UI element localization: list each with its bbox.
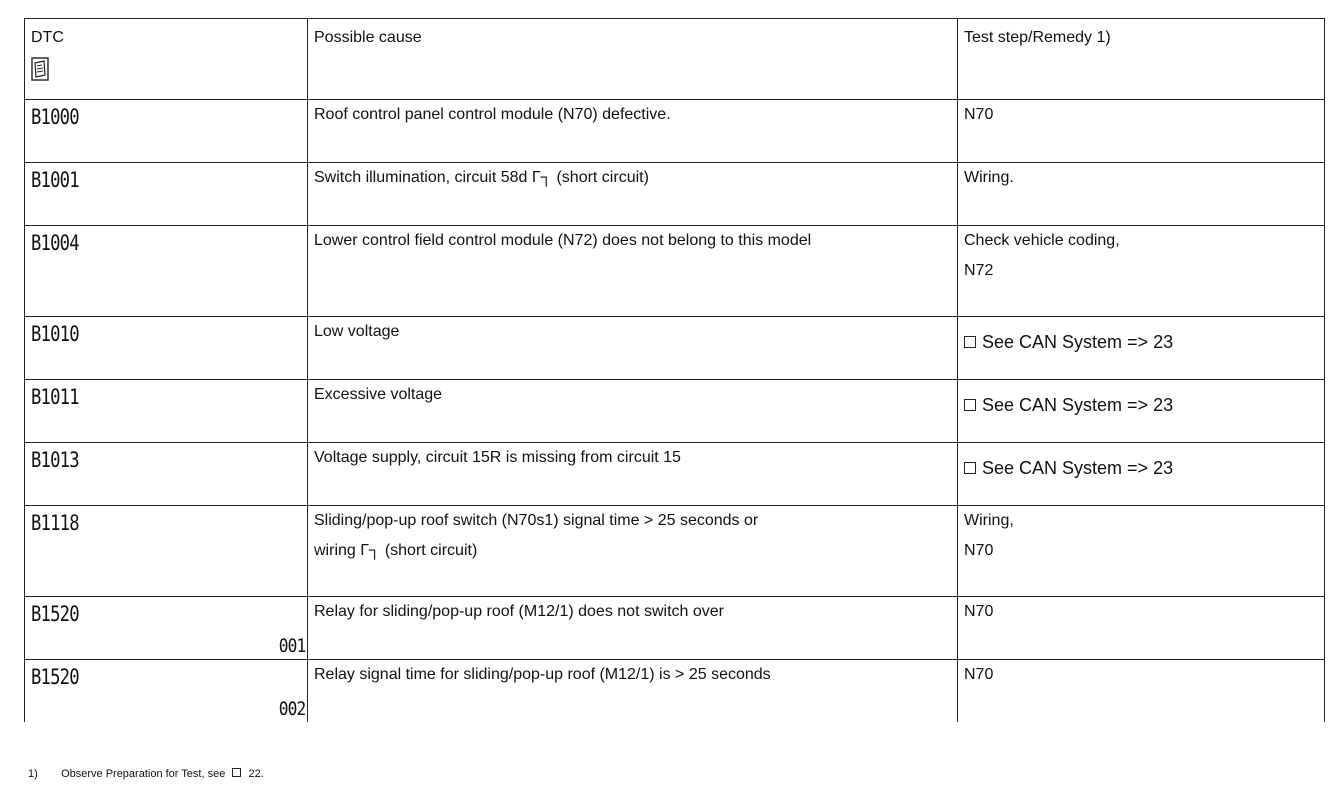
possible-cause-cell	[308, 597, 958, 660]
remedy-text-line	[964, 163, 1318, 193]
header-dtc-label: DTC	[31, 29, 64, 46]
table-row	[25, 317, 1325, 380]
see-can-system-link[interactable]	[964, 380, 1318, 420]
remedy-text: Check vehicle coding,	[964, 232, 1120, 249]
possible-cause-cell	[308, 163, 958, 226]
reference-box-icon	[964, 336, 976, 348]
remedy-text-line	[964, 506, 1318, 536]
possible-cause-cell	[308, 660, 958, 723]
header-dtc	[25, 19, 308, 100]
possible-cause-cell	[308, 380, 958, 443]
remedy-cell	[958, 226, 1325, 317]
footnote-ref: 22.	[248, 768, 264, 780]
possible-cause-text: Roof control panel control module (N70) defective.	[314, 106, 671, 123]
remedy-cell	[958, 506, 1325, 597]
remedy-text: N70	[964, 542, 994, 559]
dtc-code: B1118	[31, 511, 79, 535]
remedy-text-line	[964, 256, 1318, 286]
dtc-code: B1001	[31, 168, 79, 192]
dtc-code: B1000	[31, 105, 79, 129]
table-row	[25, 163, 1325, 226]
possible-cause-text: Excessive voltage	[314, 386, 443, 403]
table-row	[25, 380, 1325, 443]
table-row	[25, 100, 1325, 163]
dtc-code: B1010	[31, 322, 79, 346]
remedy-text: Wiring,	[964, 512, 1014, 529]
remedy-text: N70	[964, 603, 994, 620]
remedy-text: N70	[964, 666, 994, 683]
dtc-code: B1520	[31, 602, 79, 626]
remedy-cell[interactable]	[958, 443, 1325, 506]
remedy-cell[interactable]	[958, 380, 1325, 443]
dtc-code-cell	[25, 443, 308, 506]
header-remedy: Test step/Remedy 1)	[958, 19, 1325, 100]
reference-box-icon	[964, 462, 976, 474]
footnote	[28, 768, 264, 780]
possible-cause-cell	[308, 506, 958, 597]
table-row	[25, 226, 1325, 317]
possible-cause-text: Sliding/pop-up roof switch (N70s1) signal time > 25 seconds or	[314, 512, 759, 529]
footnote-text: Observe Preparation for Test, see	[61, 768, 226, 780]
remedy-text: N72	[964, 262, 994, 279]
possible-cause-cell	[308, 317, 958, 380]
dtc-code: B1004	[31, 231, 79, 255]
remedy-text-line	[964, 100, 1318, 130]
possible-cause-text: Switch illumination, circuit 58d Γ┐ (short circuit)	[314, 169, 649, 186]
reference-box-icon	[232, 768, 241, 777]
dtc-code: B1520	[31, 665, 79, 689]
dtc-code-cell	[25, 506, 308, 597]
dtc-subcode: 002	[278, 698, 305, 720]
dtc-subcode: 001	[278, 635, 305, 657]
table-row	[25, 443, 1325, 506]
remedy-cell[interactable]	[958, 317, 1325, 380]
dtc-table	[24, 18, 1325, 722]
see-can-system-link[interactable]	[964, 317, 1318, 357]
remedy-cell	[958, 660, 1325, 723]
control-unit-icon	[31, 57, 49, 81]
table-row	[25, 506, 1325, 597]
dtc-code: B1013	[31, 448, 79, 472]
possible-cause-text: Voltage supply, circuit 15R is missing from circuit 15	[314, 449, 681, 466]
dtc-code-cell	[25, 317, 308, 380]
remedy-text: N70	[964, 106, 994, 123]
table-header-row	[25, 19, 1325, 100]
remedy-cell	[958, 597, 1325, 660]
remedy-text-line	[964, 226, 1318, 256]
remedy-text-line	[964, 660, 1318, 690]
remedy-cell	[958, 100, 1325, 163]
possible-cause-cell	[308, 226, 958, 317]
possible-cause-text: Lower control field control module (N72) does not belong to this model	[314, 232, 812, 249]
dtc-code-cell	[25, 660, 308, 723]
possible-cause-cell	[308, 443, 958, 506]
header-cause: Possible cause	[308, 19, 958, 100]
possible-cause-cell	[308, 100, 958, 163]
dtc-code-cell	[25, 226, 308, 317]
possible-cause-text: wiring Γ┐ (short circuit)	[314, 542, 478, 559]
reference-box-icon	[964, 399, 976, 411]
remedy-cell	[958, 163, 1325, 226]
table-row	[25, 597, 1325, 660]
table-row	[25, 660, 1325, 723]
dtc-code-cell	[25, 380, 308, 443]
possible-cause-text: Relay for sliding/pop-up roof (M12/1) does not switch over	[314, 603, 724, 620]
footnote-number: 1)	[28, 768, 38, 780]
possible-cause-text: Relay signal time for sliding/pop-up roof (M12/1) is > 25 seconds	[314, 666, 771, 683]
remedy-text: See CAN System => 23	[982, 395, 1174, 415]
possible-cause-text: Low voltage	[314, 323, 400, 340]
remedy-text-line	[964, 597, 1318, 627]
dtc-code-cell	[25, 597, 308, 660]
remedy-text: See CAN System => 23	[982, 332, 1174, 352]
dtc-code-cell	[25, 100, 308, 163]
see-can-system-link[interactable]	[964, 443, 1318, 483]
dtc-code: B1011	[31, 385, 79, 409]
remedy-text: See CAN System => 23	[982, 458, 1174, 478]
dtc-code-cell	[25, 163, 308, 226]
remedy-text: Wiring.	[964, 169, 1014, 186]
remedy-text-line	[964, 536, 1318, 566]
